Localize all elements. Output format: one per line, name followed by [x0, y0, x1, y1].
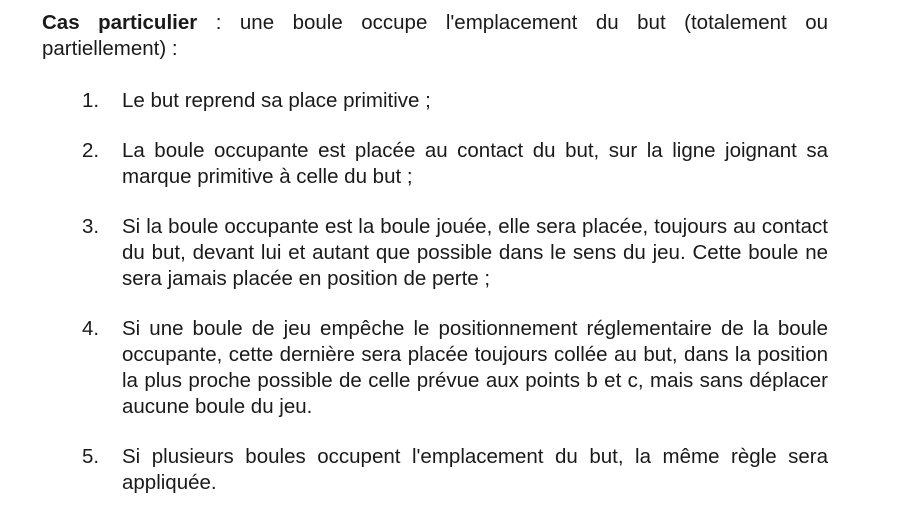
list-item-number: 2. — [82, 139, 100, 162]
list-item-text: La boule occupante est placée au contact du but, sur la ligne joignant sa marque primitive à celle du but ; — [122, 139, 828, 188]
list-item-text: Si la boule occupante est la boule jouée, elle sera placée, toujours au contact du but, devant lui et autant que possible dans le sens du jeu. Cette boule ne sera jamais placée en position de perte ; — [122, 215, 828, 290]
intro-paragraph — [42, 10, 828, 62]
list-item-number: 3. — [82, 215, 100, 238]
list-item — [42, 444, 828, 496]
list-item-text: Si une boule de jeu empêche le positionnement réglementaire de la boule occupante, cette dernière sera placée toujours collée au but, dans la position la plus proche possible de celle prévue aux points b et c, mais sans déplacer aucune boule du jeu. — [122, 317, 828, 418]
list-item-text: Le but reprend sa place primitive ; — [122, 89, 431, 112]
intro-lead: Cas particulier — [42, 11, 198, 34]
rules-list — [42, 88, 828, 496]
list-item — [42, 88, 828, 114]
document-body — [42, 10, 828, 520]
intro-text: : une boule occupe l'emplacement du but (totalement ou partiellement) : — [42, 11, 828, 60]
list-item-text: Si plusieurs boules occupent l'emplacement du but, la même règle sera appliquée. — [122, 445, 828, 494]
list-item-number: 4. — [82, 317, 100, 340]
list-item — [42, 138, 828, 190]
list-item-number: 1. — [82, 89, 100, 112]
list-item — [42, 214, 828, 292]
list-item-number: 5. — [82, 445, 100, 468]
list-item — [42, 316, 828, 420]
